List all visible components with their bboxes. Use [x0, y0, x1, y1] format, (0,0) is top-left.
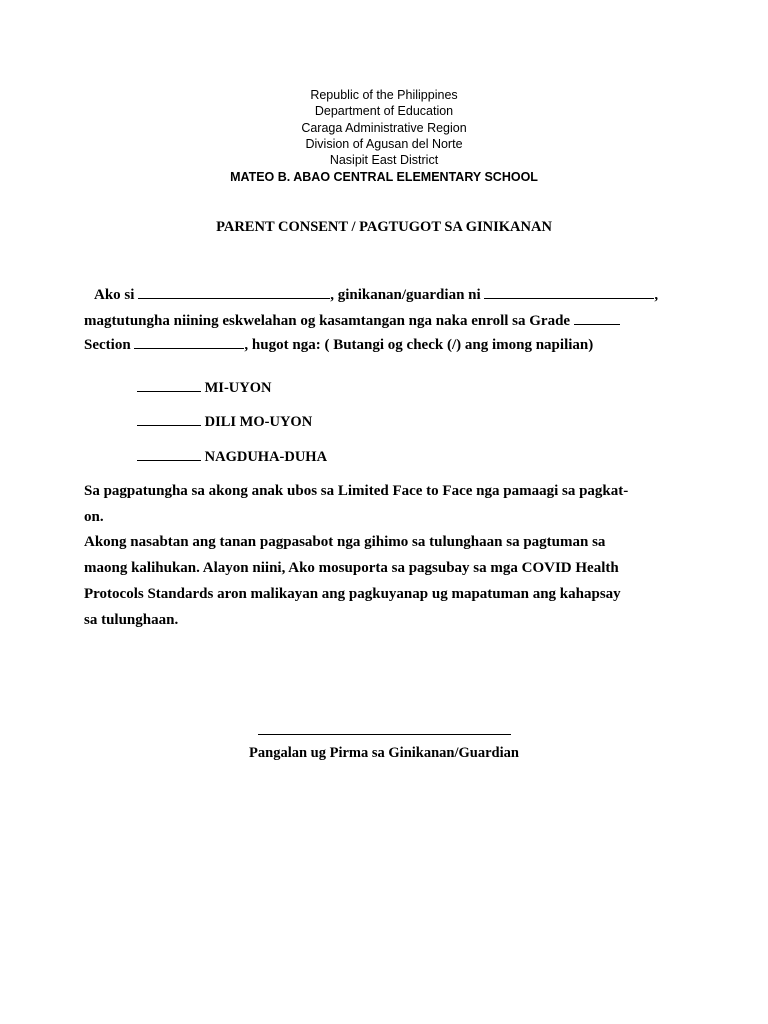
section-line — [84, 337, 593, 354]
header-department: Department of Education — [314, 104, 454, 118]
option-agree — [137, 380, 271, 397]
grade-blank[interactable] — [574, 313, 620, 325]
enrollment-line — [84, 313, 620, 330]
ako-si-label: Ako si — [94, 287, 135, 303]
check-instruction: ( Butangi og check (/) ang imong napilian) — [324, 337, 594, 353]
disagree-label: DILI MO-UYON — [204, 414, 313, 430]
agree-label: MI-UYON — [204, 380, 272, 396]
undecided-label: NAGDUHA-DUHA — [204, 449, 328, 465]
paragraph-line-4: maong kalihukan. Alayon niini, Ako mosuporta sa pagsubay sa mga COVID Health — [84, 560, 619, 576]
line-comma: , — [654, 287, 659, 303]
signature-line[interactable] — [258, 734, 511, 735]
paragraph-line-1: Sa pagpatungha sa akong anak ubos sa Limited Face to Face nga pamaagi sa pagkat- — [84, 483, 629, 499]
header-region: Caraga Administrative Region — [301, 121, 467, 135]
option-disagree — [137, 414, 312, 431]
enrollment-text: magtutungha niining eskwelahan og kasamtangan nga naka enroll sa Grade — [84, 313, 571, 329]
header-district: Nasipit East District — [329, 153, 439, 167]
parent-name-line — [94, 287, 658, 304]
header-republic: Republic of the Philippines — [310, 88, 458, 102]
paragraph-line-2: on. — [84, 509, 104, 525]
document-title: PARENT CONSENT / PAGTUGOT SA GINIKANAN — [216, 219, 552, 235]
guardian-of-label: , ginikanan/guardian ni — [330, 287, 481, 303]
undecided-check-blank[interactable] — [137, 449, 201, 461]
hugot-label: , hugot nga: — [244, 337, 321, 353]
header-division: Division of Agusan del Norte — [305, 137, 463, 151]
signature-label: Pangalan ug Pirma sa Ginikanan/Guardian — [249, 745, 519, 761]
student-name-blank[interactable] — [484, 287, 654, 299]
paragraph-line-6: sa tulunghaan. — [84, 612, 179, 628]
parent-name-blank[interactable] — [138, 287, 330, 299]
section-label: Section — [84, 337, 131, 353]
option-undecided — [137, 449, 327, 466]
section-blank[interactable] — [134, 337, 244, 349]
paragraph-line-5: Protocols Standards aron malikayan ang pagkuyanap ug mapatuman ang kahapsay — [84, 586, 621, 602]
disagree-check-blank[interactable] — [137, 414, 201, 426]
paragraph-line-3: Akong nasabtan ang tanan pagpasabot nga gihimo sa tulunghaan sa pagtuman sa — [84, 534, 606, 550]
header-school-name: MATEO B. ABAO CENTRAL ELEMENTARY SCHOOL — [230, 170, 538, 184]
agree-check-blank[interactable] — [137, 380, 201, 392]
